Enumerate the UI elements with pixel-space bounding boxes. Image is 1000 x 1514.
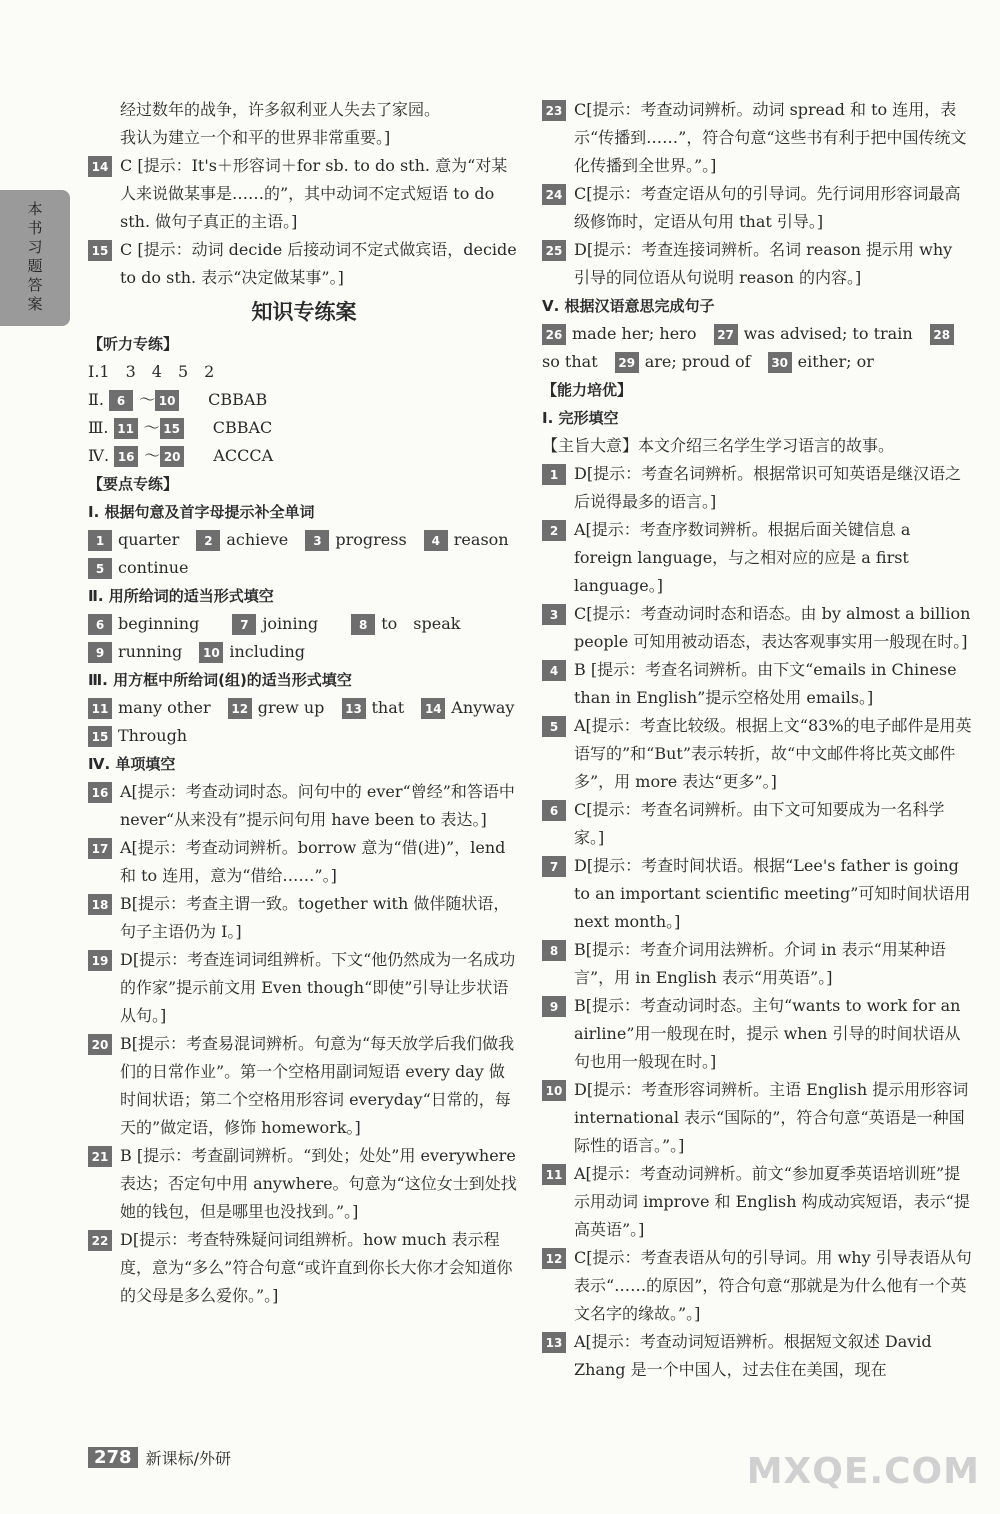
answer-item bbox=[542, 712, 972, 796]
question-number: 15 bbox=[88, 240, 112, 261]
question-number: 20 bbox=[88, 1034, 112, 1055]
word-answer: Through bbox=[118, 726, 188, 745]
answer-text: A[提示：考查比较级。根据上文“83%的电子邮件是用英语写的”和“But”表示转折，故“中文邮件将比英文邮件多”，用 more 表达“更多”。] bbox=[574, 716, 972, 791]
page-number: 278 bbox=[88, 1447, 138, 1468]
answer-text: B[提示：考查易混词辨析。句意为“每天放学后我们做我们的日常作业”。第一个空格用副词短语 every day 做时间状语；第二个空格用形容词 everyday“日常的，每天的”做定语，修饰 homework。] bbox=[120, 1034, 515, 1137]
answer-item bbox=[542, 180, 972, 236]
sentence-row bbox=[542, 348, 972, 376]
question-number: 10 bbox=[199, 642, 223, 663]
answer-item bbox=[542, 96, 972, 180]
word-row bbox=[88, 694, 520, 722]
row-answer: 1 3 4 5 2 bbox=[99, 362, 215, 381]
row-label: Ⅲ. bbox=[88, 418, 109, 437]
question-number: 10 bbox=[542, 1080, 566, 1101]
question-number: 11 bbox=[88, 698, 112, 719]
answer-text: C[提示：考查名词辨析。由下文可知要成为一名科学家。] bbox=[574, 800, 945, 847]
question-number: 15 bbox=[160, 418, 184, 439]
answer-item bbox=[542, 1328, 972, 1384]
answer-text: A[提示：考查动词时态。问句中的 ever“曾经”和答语中 never“从来没有”提示问句用 have been to 表达。] bbox=[120, 782, 515, 829]
answer-item bbox=[542, 1244, 972, 1328]
section-tag: 【能力培优】 bbox=[542, 381, 633, 399]
word-answer: including bbox=[229, 642, 306, 661]
word-answer: running bbox=[118, 642, 183, 661]
question-number: 23 bbox=[542, 100, 566, 121]
answer-item bbox=[542, 1160, 972, 1244]
question-number: 26 bbox=[542, 324, 566, 345]
question-number: 24 bbox=[542, 184, 566, 205]
answer-text: B[提示：考查介词用法辨析。介词 in 表示“用某种语言”，用 in English 表示“用英语”。] bbox=[574, 940, 946, 987]
word-row bbox=[88, 610, 520, 638]
listen-row: Ⅲ. 11 ～ 15 CBBAC bbox=[88, 418, 273, 437]
question-number: 25 bbox=[542, 240, 566, 261]
question-number: 14 bbox=[421, 698, 445, 719]
answer-item bbox=[88, 890, 520, 946]
row-answer: ACCCA bbox=[213, 446, 274, 465]
answer-item bbox=[88, 834, 520, 890]
sentence-row bbox=[542, 320, 972, 348]
side-tab-label: 本书习题答案 bbox=[25, 201, 44, 315]
word-answer: to speak bbox=[381, 614, 461, 633]
question-number: 6 bbox=[88, 614, 112, 635]
question-number: 8 bbox=[542, 940, 566, 961]
question-number: 16 bbox=[88, 782, 112, 803]
left-column bbox=[88, 96, 520, 1310]
question-number: 3 bbox=[305, 530, 329, 551]
word-answer: many other bbox=[118, 698, 211, 717]
question-number: 12 bbox=[542, 1248, 566, 1269]
question-number: 18 bbox=[88, 894, 112, 915]
section-heading: Ⅲ. 用方框中所给词(组)的适当形式填空 bbox=[88, 671, 352, 689]
question-number: 21 bbox=[88, 1146, 112, 1167]
answer-text: A[提示：考查动词辨析。前文“参加夏季英语培训班”提示用动词 improve 和 English 构成动宾短语，表示“提高英语”。] bbox=[574, 1164, 970, 1239]
word-row bbox=[88, 554, 520, 582]
question-number: 13 bbox=[542, 1332, 566, 1353]
word-answer: progress bbox=[335, 530, 407, 549]
answer-item bbox=[542, 236, 972, 292]
section-heading: Ⅱ. 用所给词的适当形式填空 bbox=[88, 587, 274, 605]
row-label: Ⅳ. bbox=[88, 446, 110, 465]
question-number: 12 bbox=[228, 698, 252, 719]
right-column bbox=[542, 96, 972, 1384]
answer-text: C[提示：考查定语从句的引导词。先行词用形容词最高级修饰时，定语从句用 that 引导。] bbox=[574, 184, 961, 231]
sentence-answer: was advised; to train bbox=[743, 324, 913, 343]
section-heading: Ⅰ. 根据句意及首字母提示补全单词 bbox=[88, 503, 315, 521]
question-number: 16 bbox=[114, 446, 138, 467]
answer-item bbox=[88, 1030, 520, 1142]
word-row bbox=[88, 526, 520, 554]
sentence-answer: are; proud of bbox=[644, 352, 751, 371]
answer-text: C [提示：It's＋形容词＋for sb. to do sth. 意为“对某人来说做某事是……的”，其中动词不定式短语 to do sth. 做句子真正的主语。] bbox=[120, 156, 508, 231]
edition-label: 新课标/外研 bbox=[145, 1449, 231, 1468]
answer-item bbox=[542, 516, 972, 600]
answer-item bbox=[88, 946, 520, 1030]
question-number: 9 bbox=[542, 996, 566, 1017]
answer-text: B [提示：考查副词辨析。“到处；处处”用 everywhere 表达；否定句中用 anywhere。句意为“这位女士到处找她的钱包，但是哪里也没找到。”。] bbox=[120, 1146, 517, 1221]
sentence-answer: made her; hero bbox=[572, 324, 697, 343]
sentence-answer: either; or bbox=[797, 352, 874, 371]
answer-text: A[提示：考查动词辨析。borrow 意为“借(进)”，lend 和 to 连用，意为“借给……”。] bbox=[120, 838, 506, 885]
answer-text: C[提示：考查表语从句的引导词。用 why 引导表语从句表示“……的原因”，符合句意“那就是为什么他有一个英文名字的缘故。”。] bbox=[574, 1248, 972, 1323]
answer-text: D[提示：考查连接词辨析。名词 reason 提示用 why 引导的同位语从句说明 reason 的内容。] bbox=[574, 240, 953, 287]
question-number: 10 bbox=[155, 390, 179, 411]
answer-item bbox=[88, 1142, 520, 1226]
listen-row: Ⅱ. 6 ～ 10 CBBAB bbox=[88, 390, 268, 409]
question-number: 14 bbox=[88, 156, 112, 177]
question-number: 17 bbox=[88, 838, 112, 859]
watermark: MXQE.COM bbox=[746, 1451, 980, 1492]
question-number: 15 bbox=[88, 726, 112, 747]
question-number: 11 bbox=[542, 1164, 566, 1185]
section-heading: Ⅰ. 完形填空 bbox=[542, 409, 619, 427]
answer-text: B[提示：考查主谓一致。together with 做伴随状语，句子主语仍为 I。] bbox=[120, 894, 510, 941]
question-number: 9 bbox=[88, 642, 112, 663]
sentence-answer: so that bbox=[542, 352, 598, 371]
answer-text: D[提示：考查名词辨析。根据常识可知英语是继汉语之后说得最多的语言。] bbox=[574, 464, 962, 511]
answer-text: D[提示：考查连词词组辨析。下文“他仍然成为一名成功的作家”提示前文用 Even though“即使”引导让步状语从句。] bbox=[120, 950, 516, 1025]
question-number: 27 bbox=[714, 324, 738, 345]
row-answer: CBBAC bbox=[212, 418, 273, 437]
main-idea: 【主旨大意】本文介绍三名学生学习语言的故事。 bbox=[542, 436, 895, 455]
section-tag: 【听力专练】 bbox=[88, 335, 179, 353]
question-number: 7 bbox=[542, 856, 566, 877]
answer-item bbox=[542, 936, 972, 992]
row-answer: CBBAB bbox=[208, 390, 268, 409]
question-number: 3 bbox=[542, 604, 566, 625]
word-answer: Anyway bbox=[451, 698, 515, 717]
text-line: 我认为建立一个和平的世界非常重要。] bbox=[120, 128, 391, 147]
answer-text: C[提示：考查动词时态和语态。由 by almost a billion people 可知用被动语态，表达客观事实用一般现在时。] bbox=[574, 604, 971, 651]
answer-item bbox=[88, 152, 520, 236]
question-number: 29 bbox=[615, 352, 639, 373]
question-number: 4 bbox=[542, 660, 566, 681]
answer-item bbox=[542, 1076, 972, 1160]
answer-text: C[提示：考查动词辨析。动词 spread 和 to 连用，表示“传播到……”，符合句意“这些书有利于把中国传统文化传播到全世界。”。] bbox=[574, 100, 967, 175]
question-number: 5 bbox=[542, 716, 566, 737]
section-title: 知识专练案 bbox=[251, 300, 357, 324]
word-row bbox=[88, 722, 520, 750]
answer-text: D[提示：考查时间状语。根据“Lee's father is going to an important scientific meeting”可知时间状语用 next month。] bbox=[574, 856, 971, 931]
question-number: 4 bbox=[424, 530, 448, 551]
answer-item bbox=[88, 778, 520, 834]
word-row bbox=[88, 638, 520, 666]
question-number: 2 bbox=[542, 520, 566, 541]
question-number: 11 bbox=[114, 418, 138, 439]
side-tab bbox=[0, 190, 70, 326]
word-answer: continue bbox=[118, 558, 189, 577]
question-number: 1 bbox=[542, 464, 566, 485]
row-label: Ⅰ. bbox=[88, 362, 100, 381]
answer-item bbox=[542, 600, 972, 656]
answer-text: B[提示：考查动词时态。主句“wants to work for an airline”用一般现在时，提示 when 引导的时间状语从句也用一般现在时。] bbox=[574, 996, 961, 1071]
question-number: 6 bbox=[109, 390, 133, 411]
question-number: 8 bbox=[351, 614, 375, 635]
question-number: 6 bbox=[542, 800, 566, 821]
question-number: 5 bbox=[88, 558, 112, 579]
answer-item bbox=[542, 656, 972, 712]
question-number: 13 bbox=[342, 698, 366, 719]
answer-item bbox=[88, 236, 520, 292]
answer-item bbox=[542, 796, 972, 852]
question-number: 1 bbox=[88, 530, 112, 551]
answer-text: B [提示：考查名词辨析。由下文“emails in Chinese than in English”提示空格处用 emails。] bbox=[574, 660, 957, 707]
word-answer: joining bbox=[262, 614, 319, 633]
word-answer: achieve bbox=[226, 530, 289, 549]
answer-text: D[提示：考查形容词辨析。主语 English 提示用形容词 international 表示“国际的”，符合句意“英语是一种国际性的语言。”。] bbox=[574, 1080, 969, 1155]
question-number: 28 bbox=[930, 324, 954, 345]
word-answer: that bbox=[371, 698, 405, 717]
listen-row: Ⅳ. 16 ～ 20 ACCCA bbox=[88, 446, 274, 465]
word-answer: grew up bbox=[257, 698, 325, 717]
question-number: 19 bbox=[88, 950, 112, 971]
word-answer: reason bbox=[453, 530, 509, 549]
question-number: 20 bbox=[160, 446, 184, 467]
word-answer: quarter bbox=[118, 530, 180, 549]
question-number: 2 bbox=[196, 530, 220, 551]
answer-item bbox=[542, 460, 972, 516]
question-number: 7 bbox=[232, 614, 256, 635]
answer-text: A[提示：考查序数词辨析。根据后面关键信息 a foreign language，与之相对应的应是 a first language。] bbox=[574, 520, 911, 595]
question-number: 30 bbox=[768, 352, 792, 373]
answer-item bbox=[88, 1226, 520, 1310]
answer-item bbox=[542, 852, 972, 936]
answer-text: A[提示：考查动词短语辨析。根据短文叙述 David Zhang 是一个中国人，过去住在美国，现在 bbox=[574, 1332, 932, 1379]
answer-text: D[提示：考查特殊疑问词组辨析。how much 表示程度，意为“多么”符合句意“或许直到你长大你才会知道你的父母是多么爱你。”。] bbox=[120, 1230, 513, 1305]
page-footer bbox=[88, 1446, 231, 1469]
answer-text: C [提示：动词 decide 后接动词不定式做宾语，decide to do sth. 表示“决定做某事”。] bbox=[120, 240, 517, 287]
listen-row bbox=[88, 358, 520, 386]
section-tag: 【要点专练】 bbox=[88, 475, 179, 493]
section-heading: Ⅳ. 单项填空 bbox=[88, 755, 176, 773]
answer-item bbox=[542, 992, 972, 1076]
question-number: 22 bbox=[88, 1230, 112, 1251]
section-heading: Ⅴ. 根据汉语意思完成句子 bbox=[542, 297, 715, 315]
word-answer: beginning bbox=[118, 614, 200, 633]
text-line: 经过数年的战争，许多叙利亚人失去了家园。 bbox=[120, 100, 441, 119]
row-label: Ⅱ. bbox=[88, 390, 104, 409]
